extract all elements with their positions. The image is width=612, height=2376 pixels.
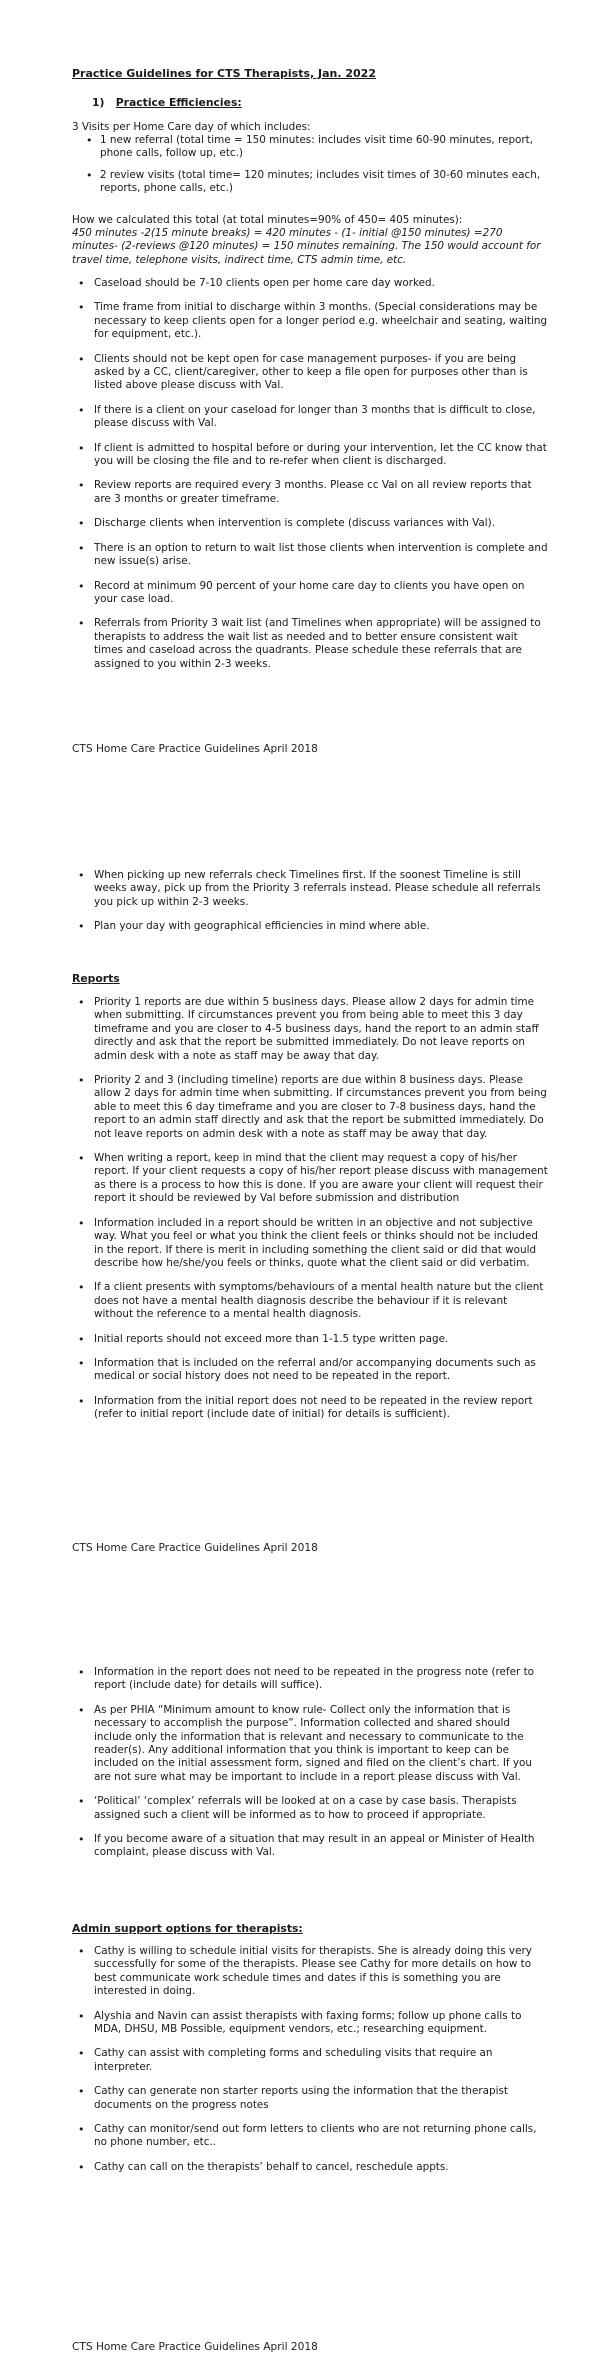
list-item: • If there is a client on your caseload for longer than 3 months that is difficult to close, please discuss with Val. bbox=[72, 404, 548, 431]
list-item: • Record at minimum 90 percent of your home care day to clients you have open on your case load. bbox=[72, 580, 548, 607]
list-item: • Initial reports should not exceed more than 1-1.5 type written page. bbox=[72, 1333, 548, 1346]
list-item: • Alyshia and Navin can assist therapists with faxing forms; follow up phone calls to MDA, DHSU, MB Possible, equipment vendors, etc.; researching equipment. bbox=[72, 2010, 548, 2037]
visits-intro: 3 Visits per Home Care day of which includes: bbox=[72, 121, 311, 133]
list-item: • If a client presents with symptoms/behaviours of a mental health nature but the client does not have a mental health diagnosis describe the behaviour if it is relevant without the reference to a mental health diagnosis. bbox=[72, 1281, 548, 1321]
reports-heading: Reports bbox=[72, 972, 120, 985]
list-item: • Review reports are required every 3 months. Please cc Val on all review reports that are 3 months or greater timeframe. bbox=[72, 479, 548, 506]
admin-list bbox=[72, 1945, 548, 2185]
page-footer: CTS Home Care Practice Guidelines April 2018 bbox=[72, 743, 318, 755]
list-item: • If client is admitted to hospital before or during your intervention, let the CC know that you will be closing the file and to re-refer when client is discharged. bbox=[72, 442, 548, 469]
list-item: • There is an option to return to wait list those clients when intervention is complete and new issue(s) arise. bbox=[72, 542, 548, 569]
list-item: • Information included in a report should be written in an objective and not subjective way. What you feel or what you think the client feels or thinks should not be included in the report. If there is merit in including something the client said or did that would describe how he/she/you feels or thinks, quote what the client said or did verbatim. bbox=[72, 1217, 548, 1271]
report-notes-list bbox=[72, 1666, 548, 1871]
list-item: • If you become aware of a situation that may result in an appeal or Minister of Health complaint, please discuss with Val. bbox=[72, 1833, 548, 1860]
list-item: • Discharge clients when intervention is complete (discuss variances with Val). bbox=[72, 517, 548, 530]
list-item: • ‘Political’ ‘complex’ referrals will be looked at on a case by case basis. Therapists assigned such a client will be informed as to how to proceed if appropriate. bbox=[72, 1795, 548, 1822]
list-item: • Cathy can generate non starter reports using the information that the therapist documents on the progress notes bbox=[72, 2085, 548, 2112]
calc-line: How we calculated this total (at total minutes=90% of 450= 405 minutes): bbox=[72, 214, 463, 226]
section-title: Practice Efficiencies: bbox=[115, 96, 242, 109]
list-item: • When picking up new referrals check Timelines first. If the soonest Timeline is still weeks away, pick up from the Priority 3 referrals instead. Please schedule all referrals you pick up within 2-3 weeks. bbox=[72, 869, 548, 909]
section-1-heading bbox=[92, 96, 242, 109]
list-item: • Caseload should be 7-10 clients open per home care day worked. bbox=[72, 277, 548, 290]
list-item: • Information in the report does not need to be repeated in the progress note (refer to report (include date) for details will suffice). bbox=[72, 1666, 548, 1693]
list-item: • Cathy can assist with completing forms and scheduling visits that require an interpreter. bbox=[72, 2047, 548, 2074]
list-item: • Information from the initial report does not need to be repeated in the review report (refer to initial report (include date of initial) for details is sufficient). bbox=[72, 1395, 548, 1422]
calc-italic: 450 minutes -2(15 minute breaks) = 420 minutes - (1- initial @150 minutes) =270 minutes- (2-reviews @120 minutes) = 150 minutes remaining. The 150 would account for travel time, telephone visits, indirect time, CTS admin time, etc. bbox=[72, 227, 541, 266]
list-item: • As per PHIA “Minimum amount to know rule- Collect only the information that is necessary to accomplish the purpose”. Information collected and shared should include only the information that is relevant and necessary to communicate to the reader(s). Any additional information that you think is important to keep can be included on the initial assessment form, signed and filed on the client’s chart. If you are not sure what may be important to include in a report please discuss with Val. bbox=[72, 1704, 548, 1784]
page-footer: CTS Home Care Practice Guidelines April 2018 bbox=[72, 1542, 318, 1554]
document-title: Practice Guidelines for CTS Therapists, Jan. 2022 bbox=[72, 67, 376, 80]
admin-heading: Admin support options for therapists: bbox=[72, 1922, 303, 1935]
list-item: • Referrals from Priority 3 wait list (and Timelines when appropriate) will be assigned to therapists to address the wait list as needed and to better ensure consistent wait times and caseload across the quadrants. Please schedule these referrals that are assigned to you within 2-3 weeks. bbox=[72, 617, 548, 671]
visit-list bbox=[72, 134, 548, 207]
list-item: • 1 new referral (total time = 150 minutes: includes visit time 60-90 minutes, report, phone calls, follow up, etc.) bbox=[72, 134, 548, 161]
list-item: • Priority 2 and 3 (including timeline) reports are due within 8 business days. Please allow 2 days for admin time when submitting. If circumstances prevent you from being able to meet this 6 day timeframe and you are closer to 7-8 business days, hand the report to an admin staff directly and ask that the report be submitted immediately. Do not leave reports on admin desk with a note as staff may be away that day. bbox=[72, 1074, 548, 1141]
list-item: • Information that is included on the referral and/or accompanying documents such as medical or social history does not need to be repeated in the report. bbox=[72, 1357, 548, 1384]
list-item: • Time frame from initial to discharge within 3 months. (Special considerations may be necessary to keep clients open for a longer period e.g. wheelchair and seating, waiting for equipment, etc.). bbox=[72, 301, 548, 341]
list-item: • Priority 1 reports are due within 5 business days. Please allow 2 days for admin time when submitting. If circumstances prevent you from being able to meet this 3 day timeframe and you are closer to 4-5 business days, hand the report to an admin staff directly and ask that the report be submitted immediately. Do not leave reports on admin desk with a note as staff may be away that day. bbox=[72, 996, 548, 1063]
reports-list bbox=[72, 996, 548, 1433]
list-item: • Cathy is willing to schedule initial visits for therapists. She is already doing this very successfully for some of the therapists. Please see Cathy for more details on how to best communicate work schedule times and dates if this is something you are interested in doing. bbox=[72, 1945, 548, 1999]
page-footer: CTS Home Care Practice Guidelines April 2018 bbox=[72, 2341, 318, 2353]
list-item: • When writing a report, keep in mind that the client may request a copy of his/her report. If your client requests a copy of his/her report please discuss with management as there is a process to how this is done. If you are aware your client will request their report it should be reviewed by Val before submission and distribution bbox=[72, 1152, 548, 1206]
efficiency-list bbox=[72, 277, 548, 682]
list-item: • Plan your day with geographical efficiencies in mind where able. bbox=[72, 920, 548, 933]
list-item: • Clients should not be kept open for case management purposes- if you are being asked by a CC, client/caregiver, other to keep a file open for purposes other than is listed above please discuss with Val. bbox=[72, 353, 548, 393]
referral-list bbox=[72, 869, 548, 945]
section-number: 1) bbox=[92, 96, 105, 109]
list-item: • 2 review visits (total time= 120 minutes; includes visit times of 30-60 minutes each, reports, phone calls, etc.) bbox=[72, 169, 548, 196]
list-item: • Cathy can monitor/send out form letters to clients who are not returning phone calls, no phone number, etc.. bbox=[72, 2123, 548, 2150]
list-item: • Cathy can call on the therapists’ behalf to cancel, reschedule appts. bbox=[72, 2161, 548, 2174]
